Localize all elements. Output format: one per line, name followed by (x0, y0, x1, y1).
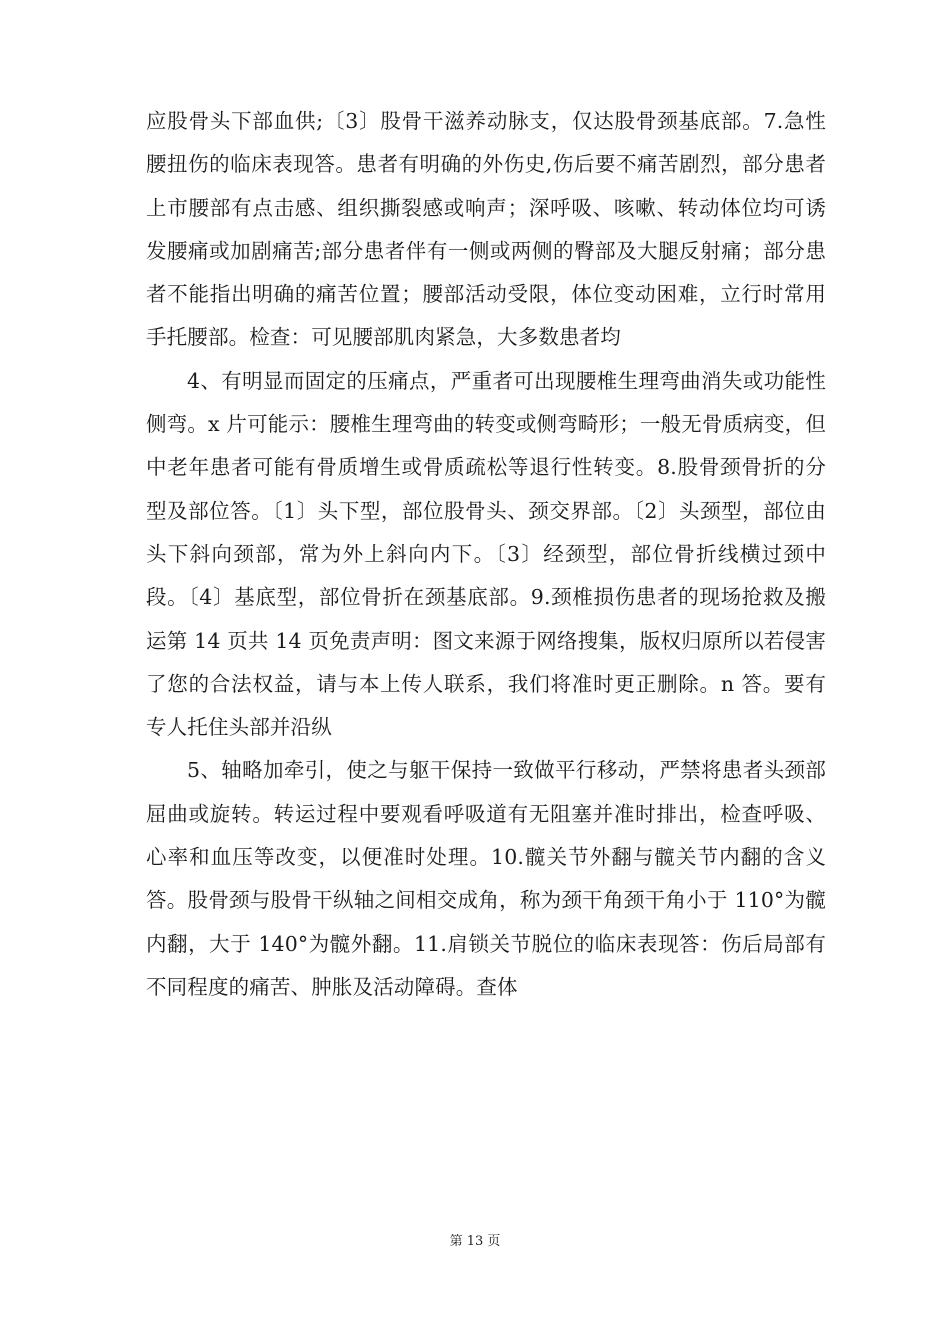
page-number: 第 13 页 (449, 1234, 501, 1249)
paragraph-1: 应股骨头下部血供;〔3〕股骨干滋养动脉支，仅达股骨颈基底部。7.急性腰扭伤的临床表现答。患者有明确的外伤史,伤后要不痛苦剧烈，部分患者上市腰部有点击感、组织撕裂感或响声；深呼吸、咳嗽、转动体位均可诱发腰痛或加剧痛苦;部分患者伴有一侧或两侧的臀部及大腿反射痛；部分患者不能指出明确的痛苦位置；腰部活动受限，体位变动困难，立行时常用手托腰部。检查：可见腰部肌肉紧急，大多数患者均 (146, 109, 826, 350)
paragraph-3: 5、轴略加牵引，使之与躯干保持一致做平行移动，严禁将患者头颈部屈曲或旋转。转运过程中要观看呼吸道有无阻塞并准时排出，检查呼吸、心率和血压等改变，以便准时处理。10.髋关节外翻与髋关节内翻的含义答。股骨颈与股骨干纵轴之间相交成角，称为颈干角颈干角小于 110°为髋内翻，大于 140°为髋外翻。11.肩锁关节脱位的临床表现答：伤后局部有不同程度的痛苦、肿胀及活动障碍。查体 (146, 758, 826, 999)
paragraph-2: 4、有明显而固定的压痛点，严重者可出现腰椎生理弯曲消失或功能性侧弯。x 片可能示：腰椎生理弯曲的转变或侧弯畸形；一般无骨质病变，但中老年患者可能有骨质增生或骨质疏松等退行性转变。8.股骨颈骨折的分型及部位答。〔1〕头下型，部位股骨头、颈交界部。〔2〕头颈型，部位由头下斜向颈部，常为外上斜向内下。〔3〕经颈型，部位骨折线横过颈中段。〔4〕基底型，部位骨折在颈基底部。9.颈椎损伤患者的现场抢救及搬运第 14 页共 14 页免责声明：图文来源于网络搜集，版权归原所以若侵害了您的合法权益，请与本上传人联系，我们将准时更正删除。n 答。要有专人托住头部并沿纵 (146, 368, 826, 740)
document-body (146, 100, 826, 1009)
